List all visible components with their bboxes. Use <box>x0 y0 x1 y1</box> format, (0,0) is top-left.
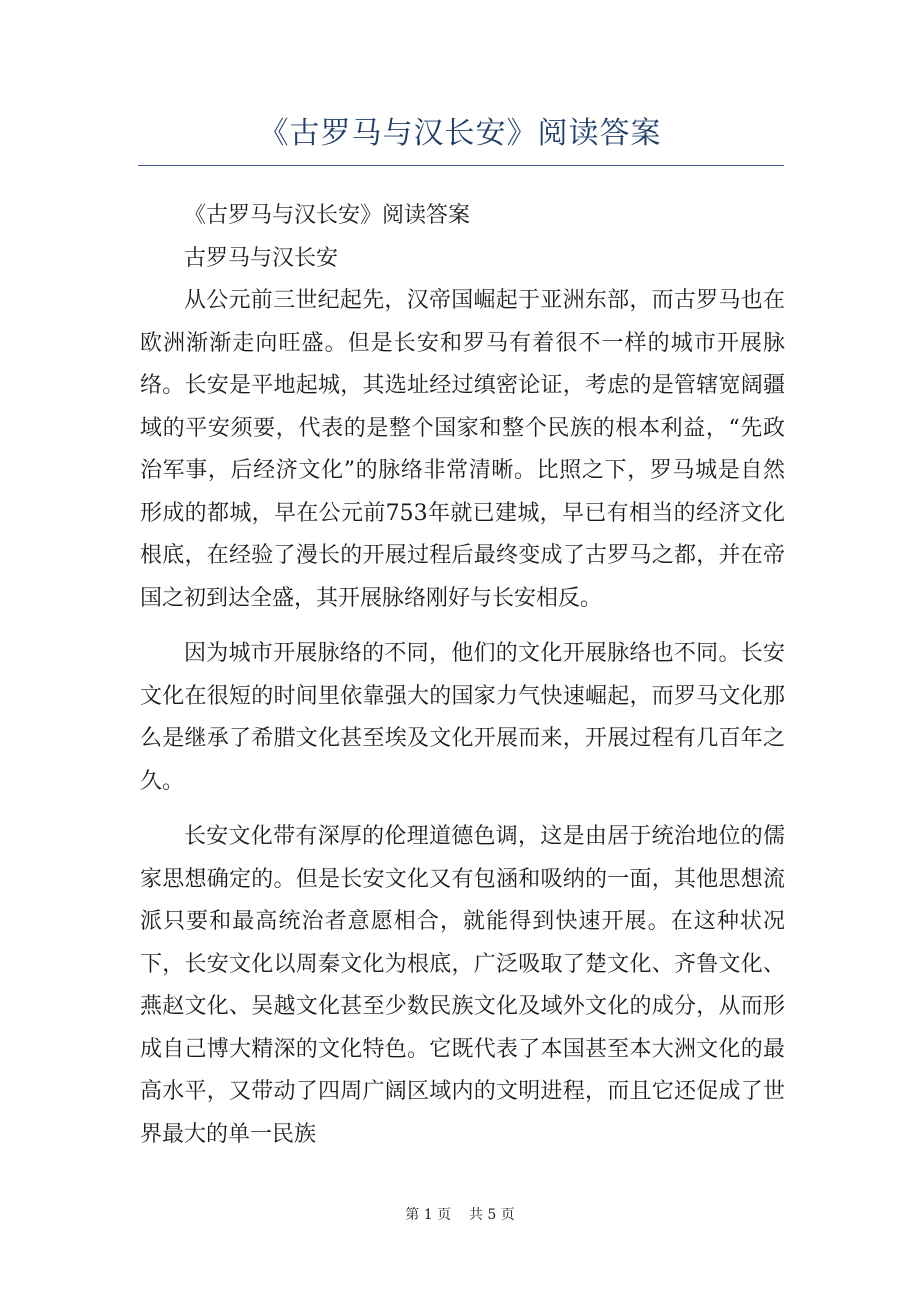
paragraph: 长安文化带有深厚的伦理道德色调，这是由居于统治地位的儒家思想确定的。但是长安文化又有包涵和吸纳的一面，其他思想流派只要和最高统治者意愿相合，就能得到快速开展。在这种状况下，长安文化以周秦文化为根底，广泛吸取了楚文化、齐鲁文化、燕赵文化、吴越文化甚至少数民族文化及域外文化的成分，从而形成自己博大精深的文化特色。它既代表了本国甚至本大洲文化的最高水平，又带动了四周广阔区域内的文明进程，而且它还促成了世界最大的单一民族 <box>140 824 785 1147</box>
page-number: 第 1 页 共 5 页 <box>405 1207 515 1223</box>
document-body <box>140 195 785 1156</box>
article-title-line: 《古罗马与汉长安》阅读答案 <box>184 203 471 228</box>
article-subtitle-line: 古罗马与汉长安 <box>184 245 339 271</box>
paragraph: 从公元前三世纪起先，汉帝国崛起于亚洲东部，而古罗马也在欧洲渐渐走向旺盛。但是长安和罗马有着很不一样的城市开展脉络。长安是平地起城，其选址经过缜密论证，考虑的是管辖宽阔疆域的平安须要，代表的是整个国家和整个民族的根本利益，“先政治军事，后经济文化”的脉络非常清晰。比照之下，罗马城是自然形成的都城，早在公元前753年就已建城，早已有相当的经济文化根底，在经验了漫长的开展过程后最终变成了古罗马之都，并在帝国之初到达全盛，其开展脉络刚好与长安相反。 <box>140 288 785 611</box>
header-divider <box>138 165 784 166</box>
page-title: 《古罗马与汉长安》阅读答案 <box>258 116 662 151</box>
page-footer <box>0 1205 920 1225</box>
paragraph: 因为城市开展脉络的不同，他们的文化开展脉络也不同。长安文化在很短的时间里依靠强大的国家力气快速崛起，而罗马文化那么是继承了希腊文化甚至埃及文化开展而来，开展过程有几百年之久。 <box>140 641 785 794</box>
